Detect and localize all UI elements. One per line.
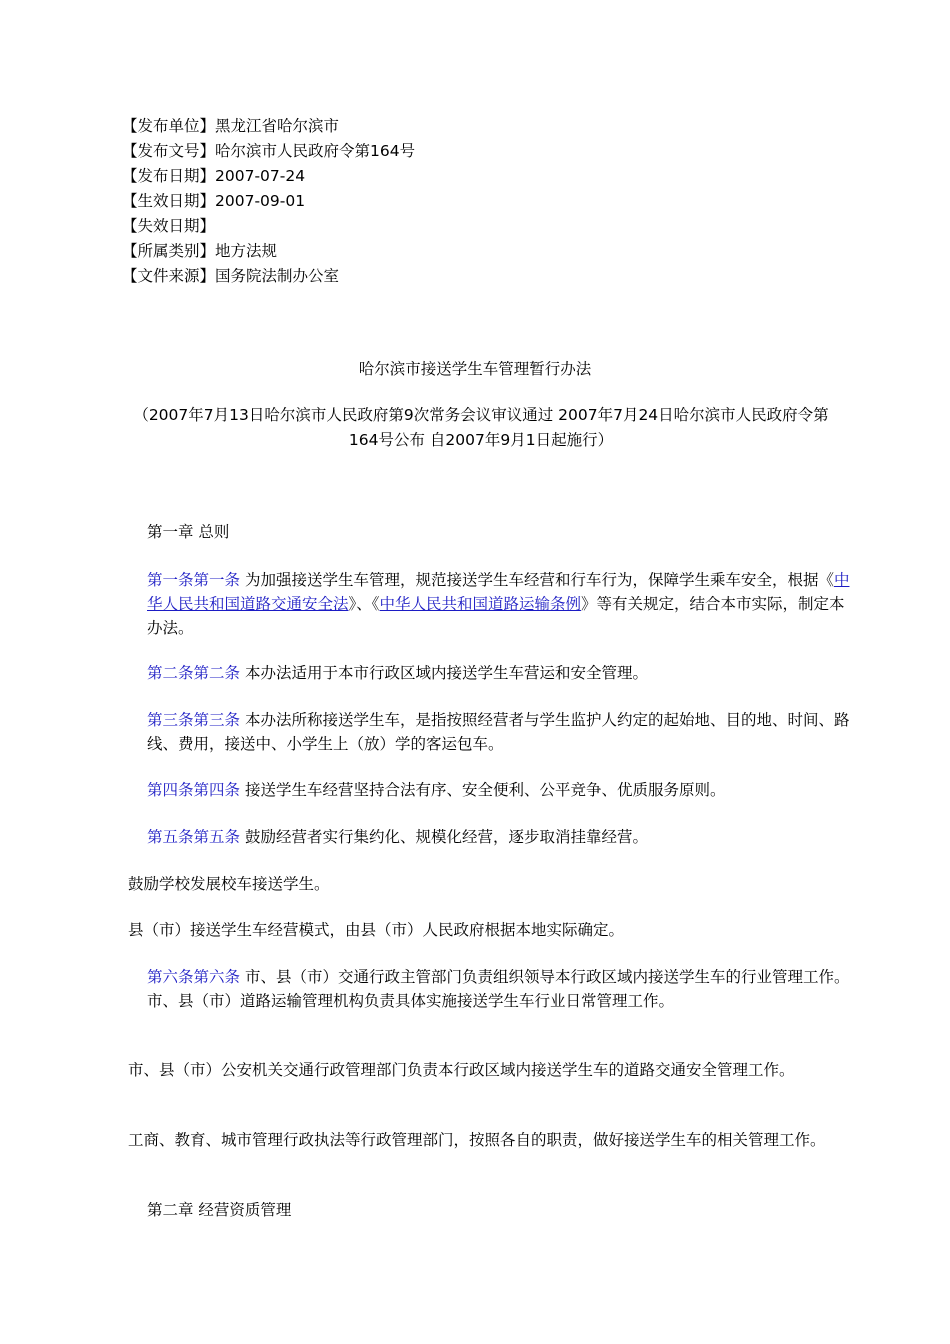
paragraph-police: 市、县（市）公安机关交通行政管理部门负责本行政区域内接送学生车的道路交通安全管理工作。 [128,1061,795,1079]
article-5-text: 鼓励经营者实行集约化、规模化经营，逐步取消挂靠经营。 [240,828,648,846]
article-4-text: 接送学生车经营坚持合法有序、安全便利、公平竞争、优质服务原则。 [240,781,726,799]
paragraph-county-model: 县（市）接送学生车经营模式，由县（市）人民政府根据本地实际确定。 [128,921,625,939]
article-5-anchor[interactable]: 第五条第五条 [147,828,241,846]
document-number-field: 【发布文号】哈尔滨市人民政府令第164号 [122,142,416,160]
article-6 [122,965,859,1013]
article-3-anchor[interactable]: 第三条第三条 [147,711,241,729]
article-2-anchor[interactable]: 第二条第二条 [147,664,241,682]
article-6-anchor[interactable]: 第六条第六条 [147,968,241,986]
issuer-field: 【发布单位】黑龙江省哈尔滨市 [122,117,340,135]
effective-date-field: 【生效日期】2007-09-01 [122,192,306,210]
article-2 [122,661,859,685]
article-1-text-a: 为加强接送学生车管理，规范接送学生车经营和行车行为，保障学生乘车安全，根据《 [240,571,834,589]
article-2-text: 本办法适用于本市行政区域内接送学生车营运和安全管理。 [240,664,648,682]
chapter-2-heading: 第二章 经营资质管理 [147,1201,292,1219]
expiry-date-field: 【失效日期】 [122,217,216,235]
document-subtitle: （2007年7月13日哈尔滨市人民政府第9次常务会议审议通过 2007年7月24日哈尔滨市人民政府令第164号公布 自2007年9月1日起施行） [133,406,829,449]
article-3 [122,708,859,756]
article-1-text-b: 》、《 [348,595,380,613]
document-metadata [122,114,415,289]
article-5 [122,825,859,849]
paragraph-commerce: 工商、教育、城市管理行政执法等行政管理部门，按照各自的职责，做好接送学生车的相关管理工作。 [128,1131,826,1149]
article-1-anchor[interactable]: 第一条第一条 [147,571,241,589]
article-4-anchor[interactable]: 第四条第四条 [147,781,241,799]
article-1-text-c: 》等有关规定，结合本市实际，制定本办法。 [147,595,845,637]
paragraph-school-buses: 鼓励学校发展校车接送学生。 [128,875,330,893]
road-transport-regulation-link[interactable]: 中华人民共和国道路运输条例 [379,595,582,613]
source-field: 【文件来源】国务院法制办公室 [122,267,340,285]
category-field: 【所属类别】地方法规 [122,242,278,260]
chapter-1-heading: 第一章 总则 [147,523,230,541]
road-traffic-safety-law-link[interactable]: 中华人民共和国道路交通安全法 [147,571,850,613]
document-title: 哈尔滨市接送学生车管理暂行办法 [358,360,592,378]
article-3-text: 本办法所称接送学生车，是指按照经营者与学生监护人约定的起始地、目的地、时间、路线、费用，接送中、小学生上（放）学的客运包车。 [147,711,850,753]
article-1 [122,568,859,640]
issue-date-field: 【发布日期】2007-07-24 [122,167,306,185]
article-6-text: 市、县（市）交通行政主管部门负责组织领导本行政区域内接送学生车的行业管理工作。市、县（市）道路运输管理机构负责具体实施接送学生车行业日常管理工作。 [147,968,850,1010]
article-4 [122,778,859,802]
